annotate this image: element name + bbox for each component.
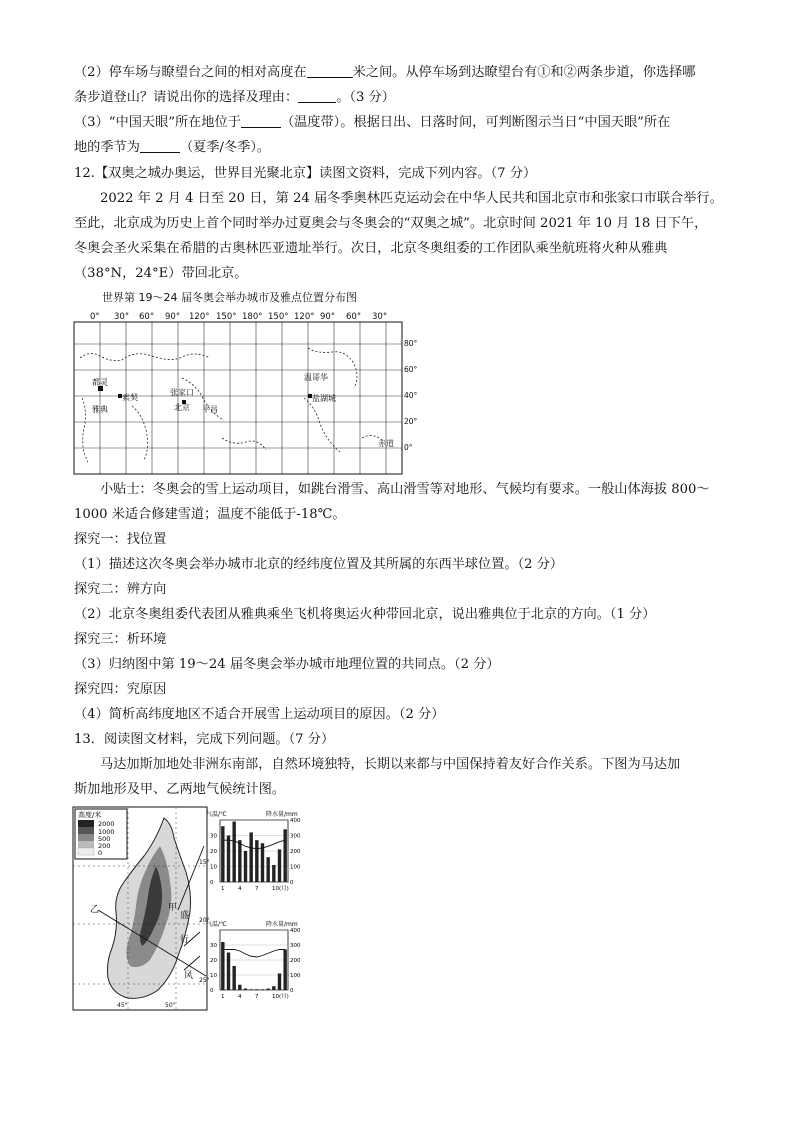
precip-bar	[278, 849, 281, 882]
temp-axis-label: 气温/℃	[206, 921, 227, 928]
wind-label: 盛	[180, 911, 190, 921]
lat-label: 40°	[404, 391, 418, 400]
lat-label: 0°	[404, 443, 413, 452]
lat-tick: 15°	[199, 859, 210, 866]
city-label: 温哥华	[304, 373, 328, 382]
q12-title: 12.【双奥之城办奥运，世界目光聚北京】读图文资料，完成下列内容。（7 分）	[74, 166, 537, 181]
climate-chart-jia	[206, 810, 301, 892]
precip-bar	[232, 822, 235, 882]
month-tick: 7	[255, 994, 259, 1000]
precip-bar	[244, 851, 247, 882]
lon-label: 60°	[139, 312, 155, 322]
lon-label: 90°	[165, 312, 181, 322]
q11-sub2-line1: （2）停车场与瞭望台之间的相对高度在 米之间。从停车场到达瞭望台有①和②两条步道，你选择哪	[74, 65, 696, 80]
tip-line: 小贴士：冬奥会的雪上运动项目，如跳台滑雪、高山滑雪等对地形、气候均有要求。一般山体海拔 800～	[100, 482, 710, 497]
precip-bar	[278, 974, 281, 991]
lon-label: 30°	[372, 312, 388, 322]
precip-tick: 0	[290, 880, 294, 886]
precip-bar	[221, 826, 224, 882]
legend-value: 200	[98, 842, 111, 850]
temp-tick: 20	[210, 958, 217, 964]
precip-axis-label: 降水量/mm	[266, 921, 298, 928]
temp-tick: 30	[210, 943, 217, 949]
q11-sub3-line2: 地的季节为 （夏季/冬季）。	[74, 140, 271, 155]
temp-tick: 20	[210, 849, 217, 855]
place-label-jia: 甲	[168, 903, 178, 913]
inquiry-heading: 探究三：析环境	[74, 632, 167, 647]
precip-tick: 400	[290, 928, 301, 934]
q12-para-line: 冬奥会圣火采集在希腊的古奥林匹亚遗址举行。次日，北京冬奥组委的工作团队乘坐航班将火种从雅典	[74, 241, 668, 256]
lon-label: 30°	[114, 312, 130, 322]
temp-tick: 10	[210, 864, 217, 871]
answer-blank[interactable]	[307, 63, 353, 78]
lon-label: 150°	[216, 312, 237, 322]
lon-label: 0°	[90, 312, 100, 322]
answer-blank[interactable]	[241, 113, 281, 128]
precip-bar	[238, 985, 241, 990]
legend-value: 1000	[98, 828, 115, 836]
precip-bar	[266, 989, 269, 991]
month-tick: 1	[221, 994, 225, 1000]
wind-label: 风	[184, 971, 194, 981]
city-label: 北京	[174, 403, 190, 412]
temp-tick: 30	[210, 833, 217, 840]
city-label: 都灵	[92, 378, 108, 387]
q13-para-line: 马达加斯加地处非洲东南部，自然环境独特，长期以来都与中国保持着友好合作关系。下图为马达加	[100, 757, 681, 772]
q13-para-line: 斯加地形及甲、乙两地气候统计图。	[74, 782, 285, 797]
temp-tick: 0	[210, 988, 214, 994]
precip-bar	[227, 836, 230, 883]
month-tick: 10(月)	[272, 994, 289, 1000]
precip-bar	[283, 829, 286, 882]
month-tick: 7	[255, 886, 259, 892]
winter-olympics-map	[72, 288, 418, 478]
precip-axis-label: 降水量/mm	[266, 811, 298, 818]
month-tick: 4	[238, 994, 242, 1000]
precip-bar	[272, 986, 275, 990]
q12-para-line: 至此，北京成为历史上首个同时举办过夏奥会与冬奥会的“双奥之城”。北京时间 2021 年 10 月 18 日下午，	[74, 216, 708, 231]
answer-blank[interactable]	[298, 88, 336, 103]
precip-bar	[238, 840, 241, 882]
q11-sub3-line1: （3）“中国天眼”所在地位于 （温度带）。根据日出、日落时间，可判断图示当日“中国天眼”所在	[74, 115, 671, 130]
city-label: 盐湖城	[312, 394, 336, 403]
lon-label: 60°	[346, 312, 362, 322]
lat-label: 60°	[404, 365, 418, 374]
month-tick: 1	[221, 886, 225, 892]
precip-bar	[244, 989, 247, 991]
precip-tick: 400	[290, 818, 301, 824]
q12-para-line: 2022 年 2 月 4 日至 20 日，第 24 届冬季奥林匹克运动会在中华人民共和国北京市和张家口市联合举行。	[100, 191, 723, 206]
month-tick: 4	[238, 886, 242, 892]
lon-label: 120°	[189, 312, 210, 322]
precip-bar	[249, 989, 252, 990]
city-label: 雅典	[92, 405, 108, 414]
precip-bar	[255, 989, 258, 990]
precip-bar	[255, 840, 258, 882]
precip-tick: 200	[290, 849, 301, 855]
city-label: 索契	[122, 393, 138, 402]
inquiry-question: （4）简析高纬度地区不适合开展雪上运动项目的原因。（2 分）	[74, 707, 445, 722]
precip-tick: 100	[290, 973, 301, 979]
legend-value: 500	[98, 835, 111, 843]
madagascar-figure	[72, 806, 304, 1012]
temp-axis-label: 气温/℃	[206, 811, 227, 818]
city-label: 平昌	[202, 405, 218, 414]
q12-para-line: （38°N，24°E）带回北京。	[74, 266, 248, 281]
precip-bar	[266, 857, 269, 882]
lon-label: 120°	[294, 312, 315, 322]
precip-tick: 300	[290, 833, 301, 840]
precip-bar	[232, 966, 235, 990]
equator-label: 赤道	[378, 439, 394, 448]
lat-tick: 20°	[199, 917, 210, 924]
wind-label: 行	[180, 935, 190, 945]
precip-bar	[227, 953, 230, 991]
q11-sub2-line2: 条步道登山？请说出你的选择及理由： 。（3 分）	[74, 90, 395, 105]
lon-label: 90°	[320, 312, 336, 322]
lon-label: 180°	[242, 312, 263, 322]
answer-blank[interactable]	[140, 138, 180, 153]
precip-bar	[272, 865, 275, 882]
city-label: 张家口	[170, 388, 194, 397]
precip-tick: 0	[290, 988, 294, 994]
temp-tick: 0	[210, 880, 214, 886]
inquiry-heading: 探究四：究原因	[74, 682, 167, 697]
place-label-yi: 乙	[90, 905, 100, 915]
tip-line: 1000 米适合修建雪道；温度不能低于-18℃。	[74, 507, 346, 522]
lon-label: 150°	[268, 312, 289, 322]
inquiry-heading: 探究一：找位置	[74, 532, 167, 547]
legend-title: 高度/米	[78, 811, 102, 819]
inquiry-question: （3）归纳图中第 19～24 届冬奥会举办城市地理位置的共同点。（2 分）	[74, 657, 500, 672]
legend-value: 2000	[98, 820, 115, 828]
climate-chart-yi	[206, 920, 301, 1000]
lat-label: 80°	[404, 339, 418, 348]
precip-bar	[261, 843, 264, 882]
map-caption: 世界第 19～24 届冬奥会举办城市及雅点位置分布图	[102, 291, 357, 304]
lat-label: 20°	[404, 417, 418, 426]
month-tick: 10(月)	[272, 886, 289, 892]
lat-tick: 25°	[199, 977, 210, 984]
lon-tick: 45°	[117, 1002, 128, 1009]
precip-bar	[261, 989, 264, 990]
precip-bar	[283, 950, 286, 991]
lon-tick: 50°	[165, 1002, 176, 1009]
inquiry-question: （1）描述这次冬奥会举办城市北京的经纬度位置及其所属的东西半球位置。（2 分）	[74, 557, 564, 572]
precip-bar	[249, 832, 252, 882]
precip-tick: 100	[290, 864, 301, 871]
q13-title: 13．阅读图文材料，完成下列问题。（7 分）	[74, 732, 335, 747]
inquiry-heading: 探究二：辨方向	[74, 582, 167, 597]
inquiry-question: （2）北京冬奥组委代表团从雅典乘坐飞机将奥运火种带回北京，说出雅典位于北京的方向。（1 分）	[74, 607, 656, 622]
precip-tick: 200	[290, 958, 301, 964]
legend-value: 0	[98, 849, 103, 857]
temp-tick: 10	[210, 973, 217, 979]
precip-tick: 300	[290, 943, 301, 949]
